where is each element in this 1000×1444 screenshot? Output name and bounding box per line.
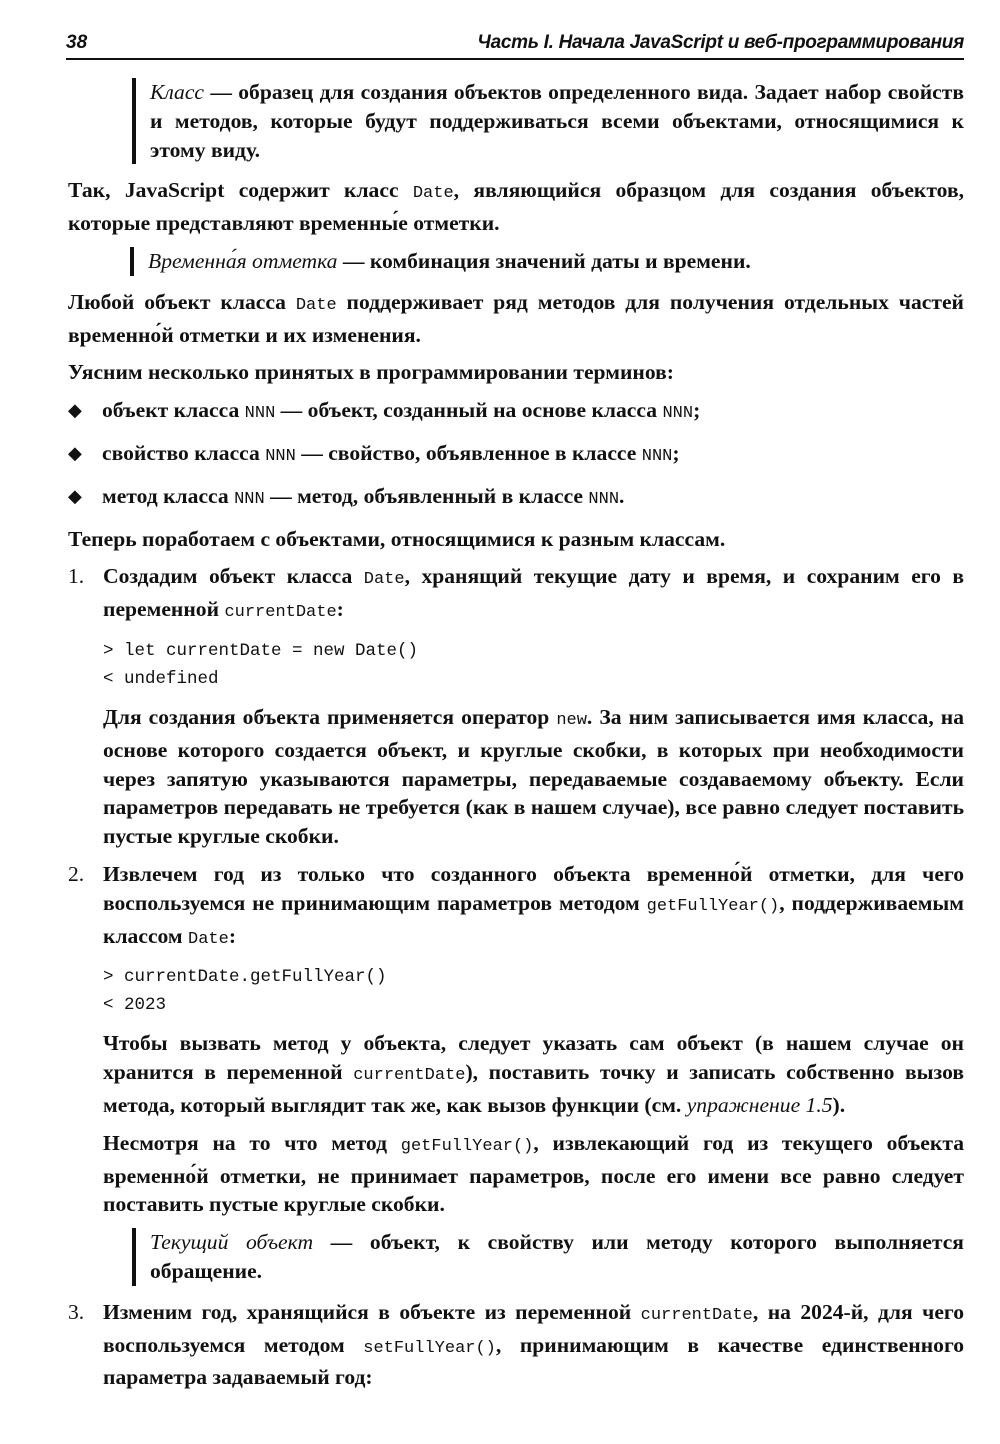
text-run: Несмотря на то что метод (103, 1130, 401, 1155)
code-line: < undefined (103, 668, 219, 689)
code-line: > currentDate.getFullYear() (103, 967, 387, 988)
inline-code: Date (295, 295, 337, 315)
text-run: ), поставить точку и записать собственно вызов метода, который выглядит так же, как вызов функции (см. (103, 1060, 964, 1117)
text-run: поддерживает ряд методов для получения отдельных частей временно́й отметки и их изменения. (68, 289, 964, 347)
text-run: ; (672, 440, 680, 465)
definition-term: Класс (150, 80, 204, 104)
inline-code: getFullYear() (400, 1136, 534, 1156)
text-run: — свойство, объявленное в классе (295, 440, 642, 465)
code-line: < 2023 (103, 995, 167, 1016)
inline-code: Date (188, 929, 229, 949)
text-run: , являющийся образцом для создания объектов, которые представляют временны́е отметки. (68, 178, 965, 236)
text-run: Чтобы вызвать метод у объекта, следует указать сам объект (в нашем случае он хранится в переменной (103, 1031, 964, 1085)
step-number: 1. (68, 564, 85, 589)
definition-text: — образец для создания объектов определенного вида. Задает набор свойств и методов, которые будут поддерживаться всеми объектами, относящимися к этому виду. (150, 80, 964, 162)
text-run: метод класса (102, 483, 235, 508)
inline-code: NNN (588, 489, 620, 509)
code-line: > let currentDate = new Date() (103, 640, 419, 661)
step-text (103, 1298, 964, 1392)
step-explanation (103, 1129, 964, 1219)
text-run: свойство класса (102, 440, 266, 465)
inline-code: NNN (641, 446, 673, 466)
list-item (68, 482, 964, 515)
text-run: , принимающим в качестве единственного параметра задаваемый год: (103, 1332, 965, 1390)
inline-code: NNN (265, 446, 296, 466)
steps-list (68, 562, 964, 1392)
text-run: ; (693, 398, 701, 423)
paragraph-work-intro: Теперь поработаем с объектами, относящимися к разным классам. (68, 526, 726, 551)
list-item (68, 439, 964, 472)
list-item (68, 396, 964, 429)
text-run: Так, JavaScript содержит класс (68, 178, 413, 203)
step-explanation (103, 1029, 964, 1119)
terms-list (68, 396, 964, 514)
running-title: Часть I. Начала JavaScript и веб-программирования (477, 32, 964, 53)
text-run: . За ним записывается имя класса, на основе которого создается объект, и круглые скобки, в которых при необходимости через запятую указываются параметры, передаваемые создаваемому объекту. Если параметров передавать не требуется (как в нашем случае), все равно следует поставить пустые круглые скобки. (103, 704, 965, 849)
diamond-bullet-icon: ◆ (68, 485, 82, 506)
step-explanation (103, 703, 964, 851)
inline-code: NNN (244, 404, 276, 424)
text-run: , поддерживаемым классом (103, 890, 964, 948)
page-body (68, 78, 964, 1401)
inline-code: new (556, 710, 587, 730)
step-number: 3. (68, 1299, 85, 1324)
step-1 (68, 562, 964, 851)
inline-code: currentDate (640, 1305, 753, 1325)
definition-term: Временна́я отметка (148, 248, 338, 273)
page-header (66, 28, 964, 60)
text-run: . (619, 483, 625, 508)
text-run: — объект, созданный на основе класса (275, 398, 663, 423)
step-text (103, 562, 964, 628)
text-run: , на 2024-й, для чего воспользуемся методом (103, 1299, 964, 1357)
inline-code: Date (412, 184, 454, 204)
diamond-bullet-icon: ◆ (68, 400, 82, 421)
code-block (103, 963, 964, 1019)
text-run: : (336, 597, 344, 622)
text-run: Любой объект класса (68, 289, 296, 314)
definition-timestamp (130, 247, 964, 276)
paragraph-terms-intro: Уясним несколько принятых в программировании терминов: (68, 360, 674, 385)
text-run: объект класса (102, 398, 245, 423)
inline-code: getFullYear() (646, 896, 780, 916)
step-number: 2. (68, 861, 85, 886)
text-run: Создадим объект класса (103, 564, 364, 589)
definition-current-object (132, 1228, 964, 1286)
text-run: ). (832, 1092, 846, 1117)
paragraph-date-methods (68, 288, 964, 350)
step-3 (68, 1298, 964, 1392)
step-2 (68, 860, 964, 1286)
diamond-bullet-icon: ◆ (68, 442, 82, 463)
inline-code: Date (363, 570, 405, 590)
text-run: Изменим год, хранящийся в объекте из переменной (103, 1299, 641, 1324)
inline-code: currentDate (224, 603, 337, 623)
text-run: Извлечем год из только что созданного объекта временно́й отметки, для чего воспользуемся не принимающим параметров методом (103, 861, 964, 915)
inline-code: setFullYear() (363, 1338, 496, 1358)
definition-class (132, 78, 964, 164)
text-run: : (228, 923, 237, 948)
text-run: , хранящий текущие дату и время, и сохраним его в переменной (103, 564, 965, 622)
definition-text: — комбинация значений даты и времени. (337, 248, 751, 273)
definition-text: — объект, к свойству или методу которого выполняется обращение. (150, 1230, 964, 1283)
inline-code: currentDate (353, 1066, 466, 1086)
code-block (103, 637, 964, 693)
text-run: — метод, объявленный в классе (264, 483, 589, 508)
paragraph-date-class (68, 176, 964, 238)
cross-reference: упражнение 1.5 (686, 1092, 833, 1117)
text-run: , извлекающий год из текущего объекта временно́й отметки, не принимает параметров, после его имени все равно следует поставить пустые круглые скобки. (103, 1130, 964, 1217)
inline-code: NNN (234, 489, 265, 509)
definition-term: Текущий объект (150, 1230, 314, 1255)
text-run: Для создания объекта применяется оператор (103, 704, 557, 729)
step-text (103, 860, 964, 954)
page-number: 38 (66, 32, 88, 53)
inline-code: NNN (662, 404, 694, 424)
